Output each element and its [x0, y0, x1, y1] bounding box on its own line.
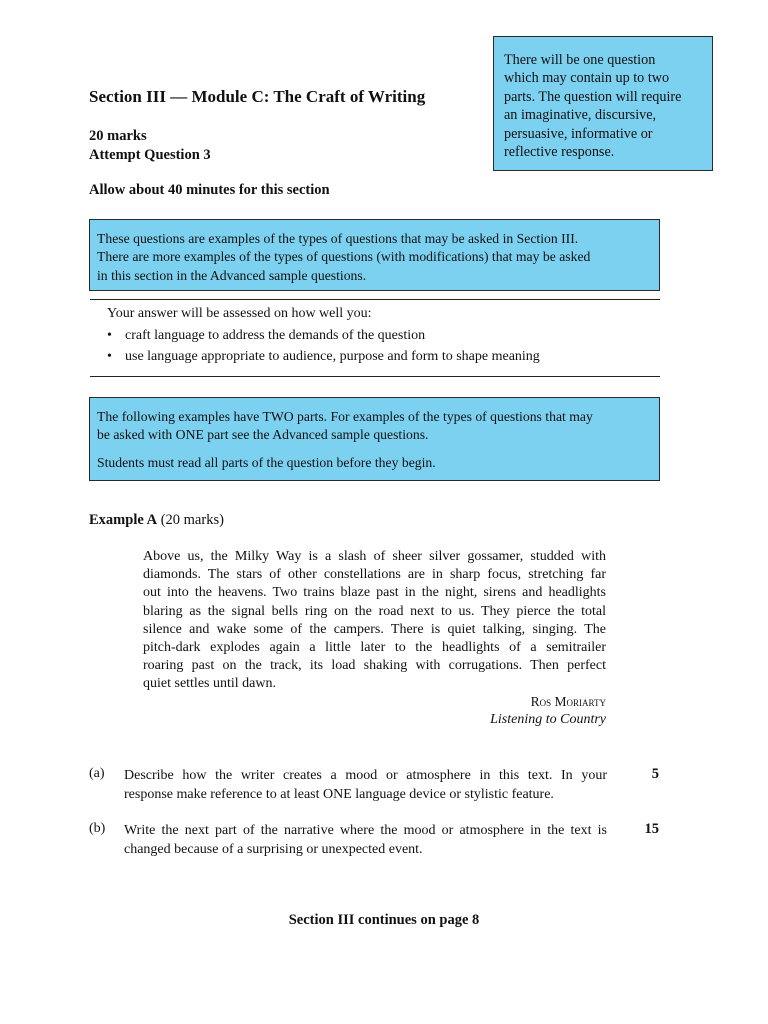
assessment-item	[107, 348, 540, 366]
info-line: There are more examples of the types of questions (with modifications) that may be asked	[97, 249, 591, 265]
passage-source: Listening to Country	[490, 712, 606, 727]
bullet-icon: •	[107, 328, 112, 343]
question-text	[124, 766, 607, 804]
passage-line: pitch-dark explodes again a little later to the headlights of a semitrailer	[143, 640, 606, 656]
example-marks: (20 marks)	[160, 512, 224, 528]
question-label: (a)	[89, 766, 105, 781]
author-last-name: Moriarty	[554, 694, 606, 709]
top-divider	[90, 299, 660, 300]
parts-line: The following examples have TWO parts. For examples of the types of questions that may	[97, 409, 593, 424]
passage-line: diamonds. The stars of other constellations are in sharp focus, stretching far	[143, 567, 606, 583]
assessment-item-text: craft language to address the demands of the question	[125, 328, 426, 343]
passage-line: blaring as the signal bells ring on the road next to us. They pierce the total	[143, 603, 606, 619]
note-line: reflective response.	[504, 144, 615, 161]
author-first-name: Ros	[530, 694, 552, 709]
note-line: persuasive, informative or	[504, 125, 653, 142]
parts-line: Students must read all parts of the question before they begin.	[97, 454, 436, 470]
bullet-icon: •	[107, 349, 112, 364]
attempt-instruction: Attempt Question 3	[89, 147, 211, 163]
passage-author	[531, 694, 606, 710]
question-text	[124, 821, 607, 859]
question-line: Describe how the writer creates a mood or atmosphere in this text. In your	[124, 768, 607, 783]
instruction-note-box	[493, 36, 713, 171]
note-line: There will be one question	[504, 52, 656, 68]
assessment-item-text: use language appropriate to audience, purpose and form to shape meaning	[125, 349, 540, 364]
sample-info-box	[89, 219, 660, 291]
page-continuation: Section III continues on page 8	[288, 912, 480, 928]
parts-line: be asked with ONE part see the Advanced sample questions.	[97, 427, 429, 443]
question-marks: 15	[644, 821, 659, 837]
question-line: response make reference to at least ONE language device or stylistic feature.	[124, 787, 554, 802]
assessment-intro: Your answer will be assessed on how well you:	[107, 306, 372, 321]
note-line: parts. The question will require	[504, 88, 682, 105]
question-line: changed because of a surprising or unexpected event.	[124, 842, 423, 857]
info-line: These questions are examples of the types of questions that may be asked in Section III.	[97, 231, 579, 246]
passage-line: Above us, the Milky Way is a slash of sheer silver gossamer, studded with	[143, 549, 606, 564]
question-marks: 5	[651, 766, 659, 782]
passage-line: out into the heavens. Two trains blaze past in the night, sirens and headlights	[143, 585, 606, 601]
assessment-item	[107, 327, 425, 345]
example-label: Example A	[89, 512, 158, 528]
passage-line: roaring past on the track, its load shaking with corrugations. Then perfect	[143, 658, 606, 674]
note-line: which may contain up to two	[504, 70, 670, 87]
stimulus-passage	[143, 548, 606, 694]
example-heading	[89, 512, 224, 529]
info-line: in this section in the Advanced sample questions.	[97, 267, 367, 283]
two-parts-box	[89, 397, 660, 481]
question-line: Write the next part of the narrative where the mood or atmosphere in the text is	[124, 823, 607, 838]
bottom-divider	[90, 376, 660, 377]
question-label: (b)	[89, 821, 106, 836]
section-marks: 20 marks	[89, 128, 147, 144]
section-title: Section III — Module C: The Craft of Writing	[89, 87, 426, 106]
time-allowance: Allow about 40 minutes for this section	[89, 182, 330, 198]
passage-line: silence and wake some of the campers. There is quiet talking, singing. The	[143, 621, 606, 637]
passage-line: quiet settles until dawn.	[143, 676, 276, 692]
note-line: an imaginative, discursive,	[504, 107, 657, 124]
